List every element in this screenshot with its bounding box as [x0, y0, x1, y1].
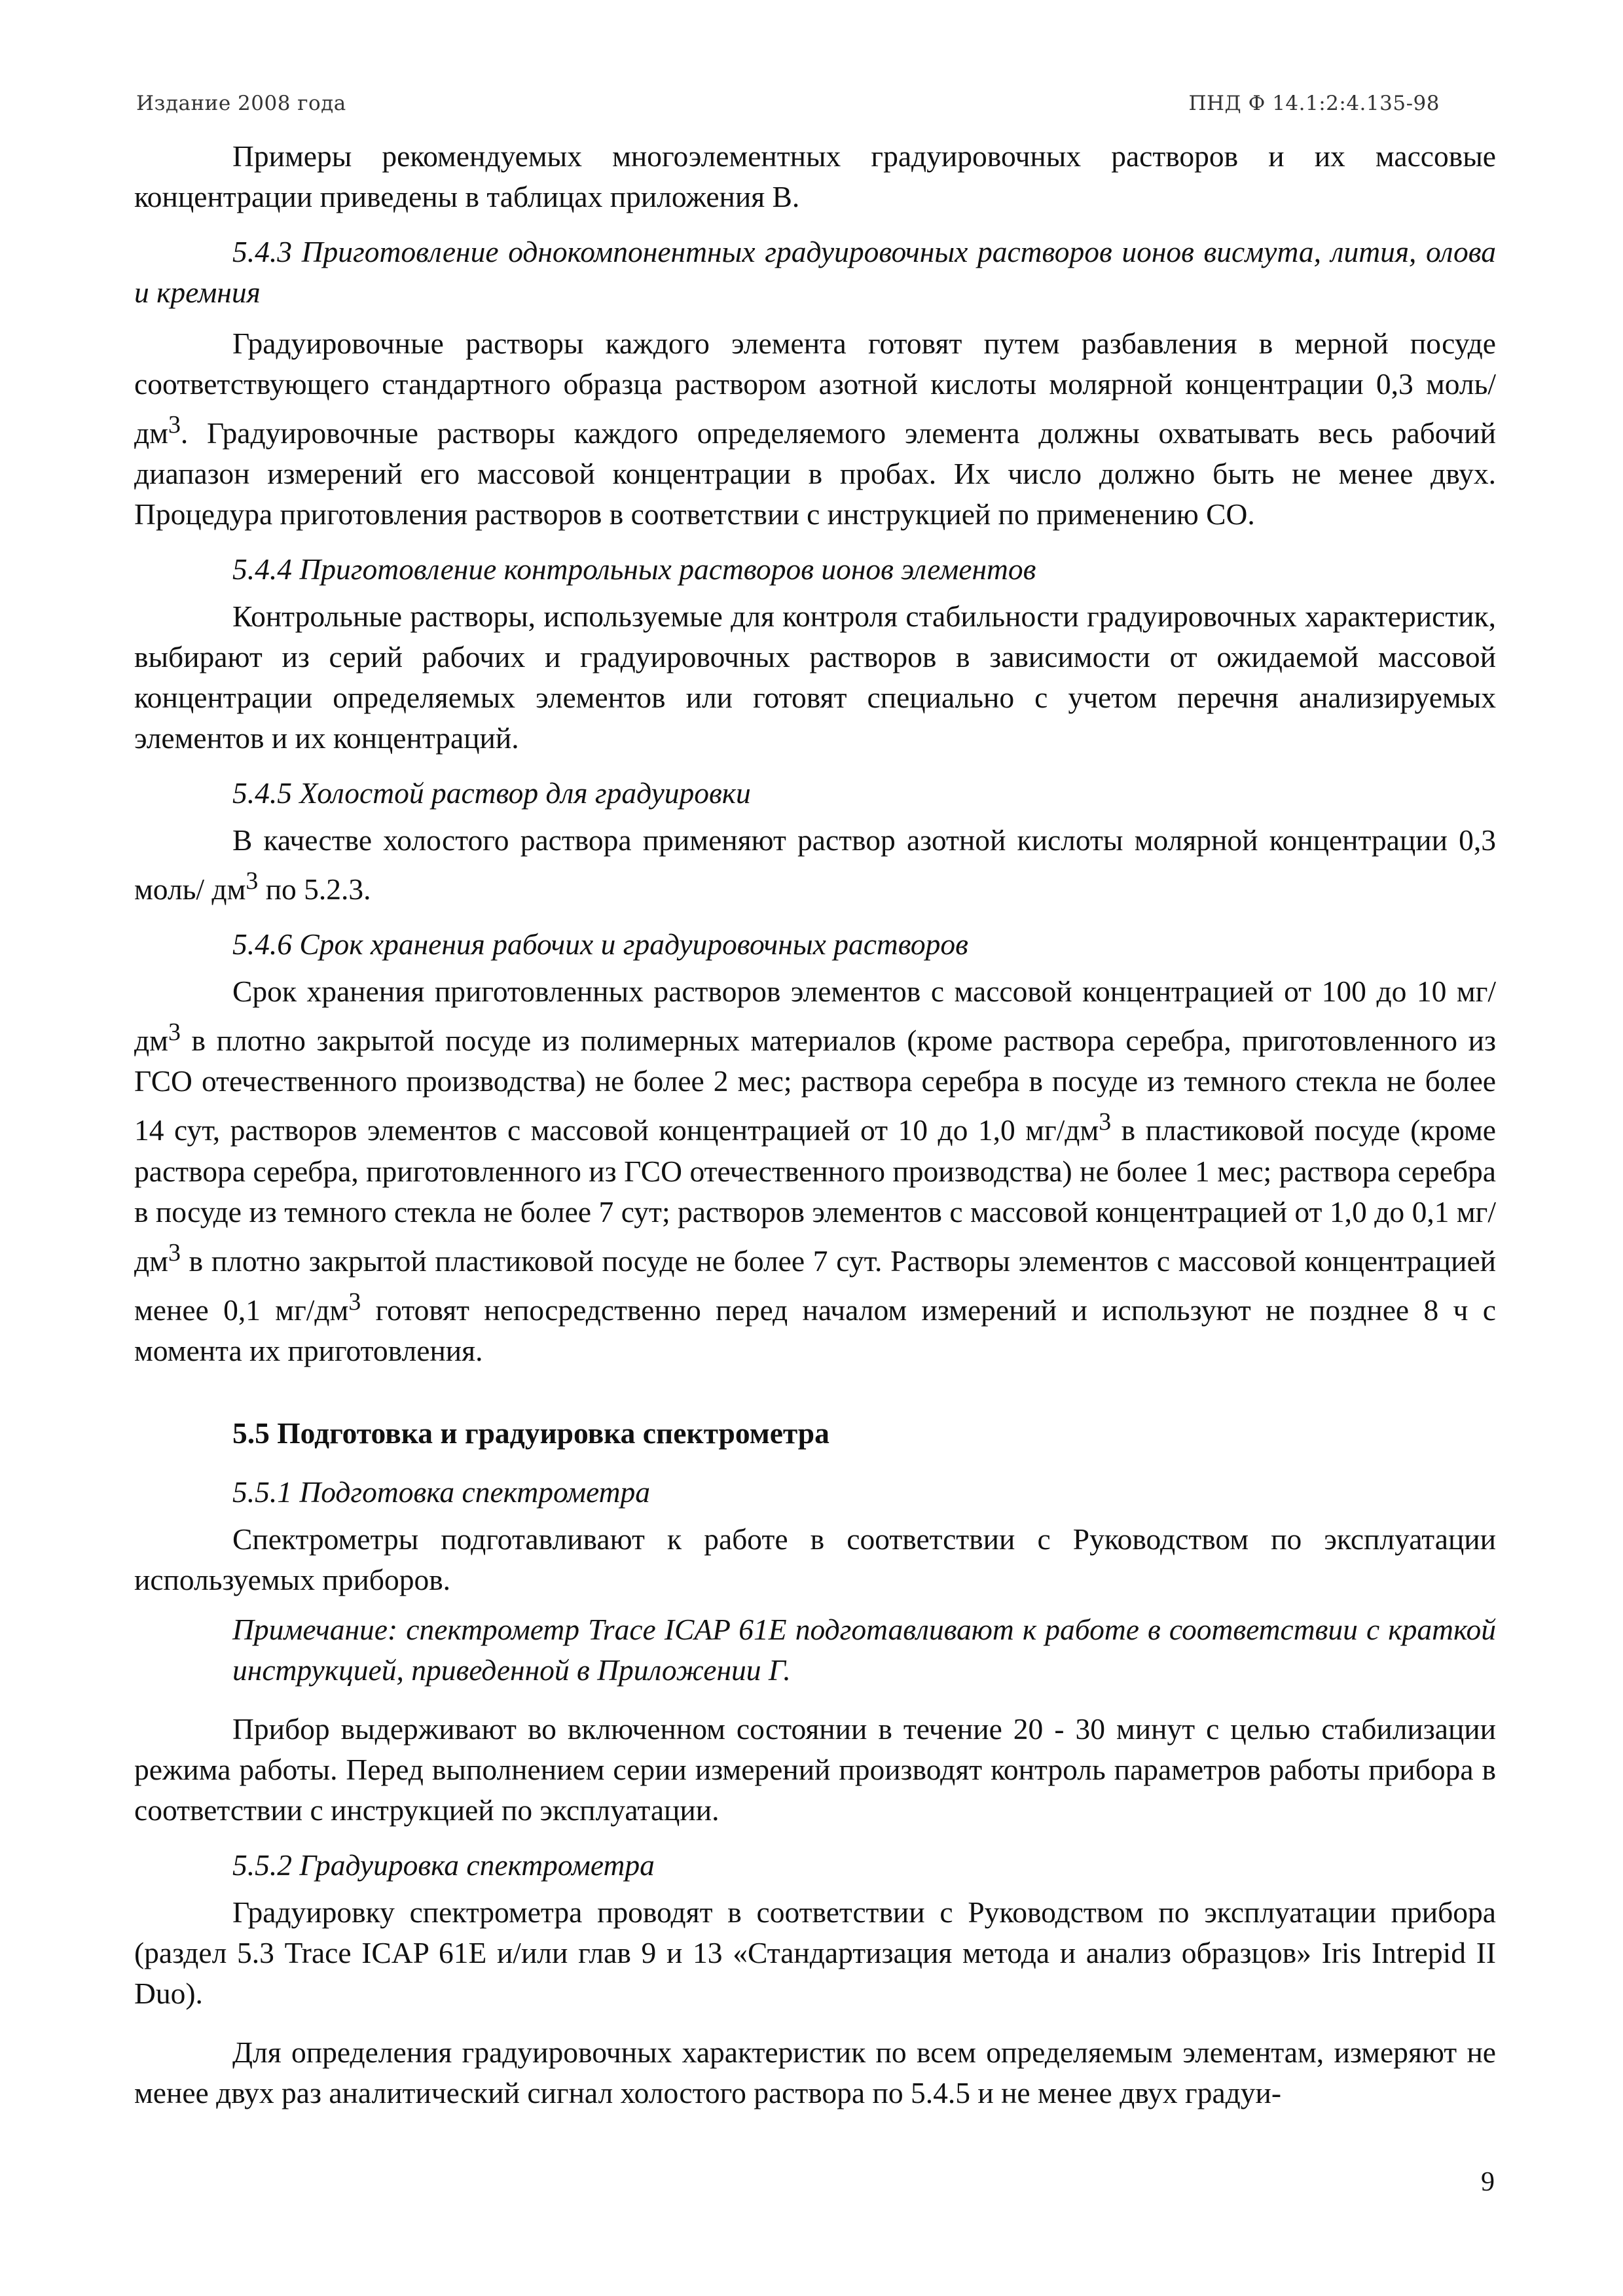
- heading-5-4-5: 5.4.5 Холостой раствор для градуировки: [232, 776, 751, 810]
- heading-5-5-2: 5.5.2 Градуировка спектрометра: [232, 1848, 655, 1882]
- paragraph-5-4-6: Срок хранения приготовленных растворов элементов с массовой концентрацией от 100 до 10 $мг/дм^3$ в плотно закрытой посуде из полимерных материалов (кроме раствора серебра, приготовленного из ГСО отечественного производства) не более 2 мес; раствора серебра в посуде из темного стекла не более 14 сут, растворов элементов с массовой концентрацией от 10 до 1,0 $мг/дм^3$ в пластиковой посуде (кроме раствора серебра, приготовленного из ГСО отечественного производства) не более 1 мес; раствора серебра в посуде из темного стекла не более 7 сут; растворов элементов с массовой концентрацией от 1,0 до 0,1 $мг/дм^3$ в плотно закрытой пластиковой посуде не более 7 сут. Растворы элементов с массовой концентрацией менее 0,1 $мг/дм^3$ готовят непосредственно перед началом измерений и используют не позднее 8 ч с момента их приготовления.: [134, 975, 1496, 1367]
- paragraph-5-4-4: Контрольные растворы, используемые для контроля стабильности градуировочных характеристик, выбирают из серий рабочих и градуировочных растворов в зависимости от ожидаемой массовой концентрации определяемых элементов или готовят специально с учетом перечня анализируемых элементов и их концентраций.: [134, 600, 1496, 755]
- heading-5-4-4: 5.4.4 Приготовление контрольных растворов ионов элементов: [232, 552, 1036, 586]
- paragraph-5-5-1-b: Прибор выдерживают во включенном состоянии в течение 20 - 30 минут с целью стабилизации режима работы. Перед выполнением серии измерений производят контроль параметров работы прибора в соответствии с инструкцией по эксплуатации.: [134, 1712, 1496, 1827]
- header-edition: Издание 2008 года: [136, 92, 346, 115]
- paragraph-5-4-3: Градуировочные растворы каждого элемента готовят путем разбавления в мерной посуде соответствующего стандартного образца раствором азотной кислоты молярной концентрации 0,3 моль/$дм^3$. Градуировочные растворы каждого определяемого элемента должны охватывать весь рабочий диапазон измерений его массовой концентрации в пробах. Их число должно быть не менее двух. Процедура приготовления растворов в соответствии с инструкцией по применению СО.: [134, 327, 1496, 531]
- paragraph-intro: Примеры рекомендуемых многоэлементных градуировочных растворов и их массовые концентрации приведены в таблицах приложения В.: [134, 139, 1496, 213]
- header-document-code: ПНД Ф 14.1:2:4.135-98: [1188, 92, 1440, 115]
- heading-5-4-3: 5.4.3 Приготовление однокомпонентных градуировочных растворов ионов висмута, лития, олова и кремния: [134, 235, 1496, 309]
- paragraph-5-5-2-b: Для определения градуировочных характеристик по всем определяемым элементам, измеряют не менее двух раз аналитический сигнал холостого раствора по 5.4.5 и не менее двух градуи-: [134, 2035, 1496, 2109]
- heading-5-5: 5.5 Подготовка и градуировка спектрометра: [232, 1416, 830, 1450]
- page-body: [134, 136, 1496, 2113]
- heading-5-4-6: 5.4.6 Срок хранения рабочих и градуировочных растворов: [232, 927, 968, 961]
- heading-5-5-1: 5.5.1 Подготовка спектрометра: [232, 1475, 650, 1509]
- paragraph-5-5-1: Спектрометры подготавливают к работе в соответствии с Руководством по эксплуатации используемых приборов.: [134, 1522, 1496, 1596]
- page-number: 9: [1481, 2167, 1495, 2197]
- paragraph-5-5-2-a: Градуировку спектрометра проводят в соответствии с Руководством по эксплуатации прибора (раздел 5.3 Trace ICAP 61E и/или глав 9 и 13 «Стандартизация метода и анализ образцов» Iris Intrepid II Duo).: [134, 1895, 1496, 2010]
- paragraph-5-4-5: В качестве холостого раствора применяют раствор азотной кислоты молярной концентрации 0,3 моль/ $дм^3$ по 5.2.3.: [134, 823, 1496, 906]
- note-5-5-1: Примечание: спектрометр Trace ICAP 61E подготавливают к работе в соответствии с краткой инструкцией, приведенной в Приложении Г.: [232, 1612, 1496, 1687]
